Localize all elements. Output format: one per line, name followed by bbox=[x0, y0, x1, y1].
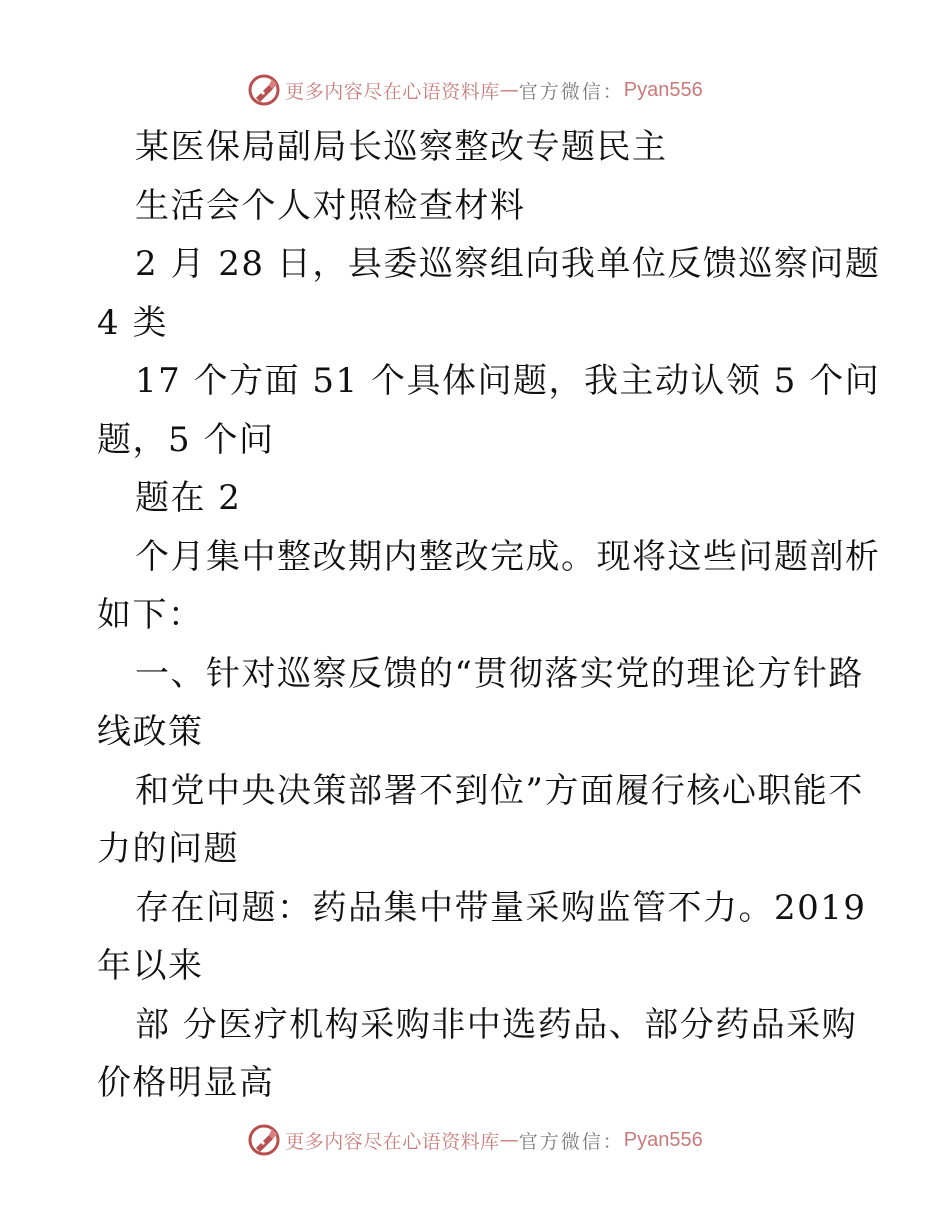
banner-dash: — bbox=[499, 1129, 519, 1151]
text-line: 17 个方面 51 个具体问题，我主动认领 5 个问 bbox=[135, 361, 881, 401]
text-line: 4 类 bbox=[97, 302, 168, 343]
text-line: 题在 2 bbox=[135, 478, 242, 518]
text-line: 价格明显高 bbox=[97, 1063, 275, 1103]
text-line: 年以来 bbox=[97, 946, 204, 986]
banner-text: 更多内容尽在心语资料库 bbox=[285, 1130, 500, 1153]
text-line: 存在问题：药品集中带量采购监管不力。2019 bbox=[135, 887, 867, 928]
text-line: 2 月 28 日，县委巡察组向我单位反馈巡察问题 bbox=[135, 244, 881, 284]
text-line: 部 分医疗机构采购非中选药品、部分药品采购 bbox=[135, 1004, 858, 1045]
text-line: 个月集中整改期内整改完成。现将这些问题剖析 bbox=[135, 536, 881, 577]
document-body bbox=[97, 118, 881, 1113]
header-banner bbox=[0, 72, 950, 108]
text-line: 某医保局副局长巡察整改专题民主 bbox=[135, 127, 668, 167]
banner-wechat-label: 官方微信： bbox=[518, 1130, 624, 1153]
banner-wechat-id: Pyan556 bbox=[623, 1128, 703, 1151]
text-line: 生活会个人对照检查材料 bbox=[135, 185, 526, 226]
text-line: 力的问题 bbox=[97, 829, 239, 869]
text-line: 题，5 个问 bbox=[97, 419, 275, 460]
pen-nib-logo-icon bbox=[247, 73, 281, 107]
banner-text: 更多内容尽在心语资料库 bbox=[285, 80, 500, 103]
banner-wechat-id: Pyan556 bbox=[623, 78, 703, 101]
banner-dash: — bbox=[499, 79, 519, 101]
footer-banner bbox=[0, 1122, 950, 1158]
banner-wechat-label: 官方微信： bbox=[518, 80, 624, 103]
text-line: 线政策 bbox=[97, 712, 204, 752]
text-line: 和党中央决策部署不到位”方面履行核心职能不 bbox=[135, 770, 864, 811]
pen-nib-logo-icon bbox=[247, 1123, 281, 1157]
text-line: 一、针对巡察反馈的“贯彻落实党的理论方针路 bbox=[135, 653, 864, 694]
text-line: 如下： bbox=[97, 595, 204, 635]
